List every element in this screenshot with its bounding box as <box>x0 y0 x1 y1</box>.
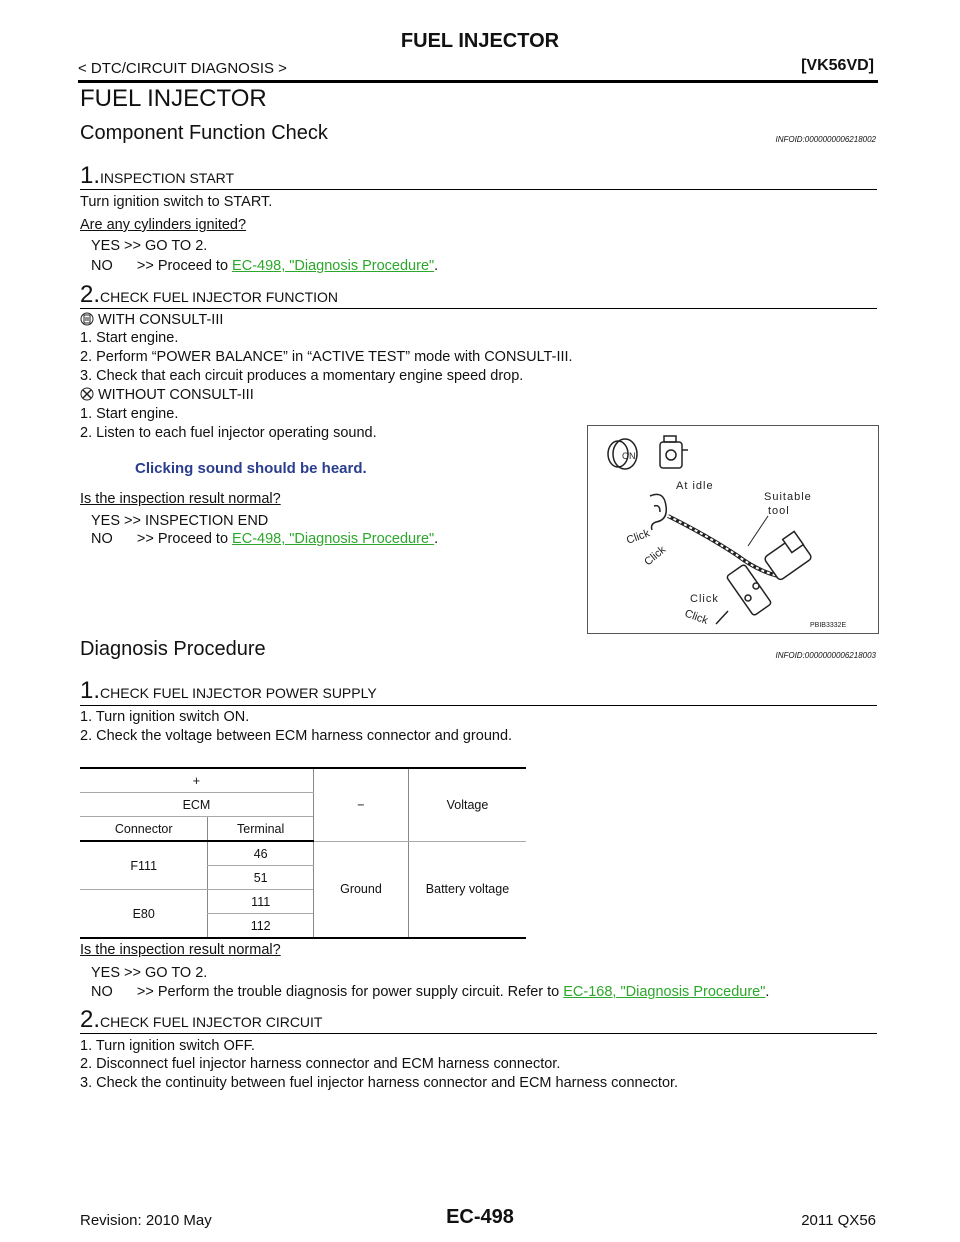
no-answer <box>91 531 438 547</box>
step-heading <box>80 1006 322 1034</box>
without-consult-line <box>80 387 254 405</box>
at-idle-label: At idle <box>676 480 714 492</box>
section-heading-diagnosis: Diagnosis Procedure <box>80 638 266 660</box>
list-item: 2. Check the voltage between ECM harness connector and ground. <box>80 728 513 744</box>
page-number: EC-498 <box>446 1206 514 1228</box>
suitable-label: Suitable <box>764 491 812 503</box>
no-answer <box>91 258 438 274</box>
list-item: 2. Listen to each fuel injector operating sound. <box>80 425 377 441</box>
without-consult-label: WITHOUT CONSULT-III <box>98 387 254 403</box>
header-rule <box>78 80 878 83</box>
with-consult-line <box>80 312 223 330</box>
svg-text:ON: ON <box>622 451 636 461</box>
running-header-title: FUEL INJECTOR <box>400 30 560 52</box>
click-label: Click <box>642 543 669 569</box>
list-item: 1. Turn ignition switch OFF. <box>80 1038 255 1054</box>
info-id: INFOID:0000000006218003 <box>775 651 876 660</box>
engine-icon <box>660 436 688 468</box>
list-item: 2. Perform “POWER BALANCE” in “ACTIVE TEST” mode with CONSULT-III. <box>80 349 573 365</box>
table-cell: Connector <box>80 817 208 842</box>
click-label: Click <box>682 607 710 627</box>
step-number: 1. <box>80 162 101 189</box>
step-rule <box>80 1033 877 1034</box>
table-cell: 51 <box>208 866 313 890</box>
no-answer-text: NO >> Proceed to <box>91 531 233 547</box>
step-number: 1. <box>80 677 101 704</box>
table-cell: ECM <box>80 793 313 817</box>
injector-illustration <box>587 425 879 634</box>
instruction-text: Turn ignition switch to START. <box>80 194 273 210</box>
no-answer-text: NO >> Perform the trouble diagnosis for power supply circuit. Refer to <box>91 984 564 1000</box>
diagnosis-procedure-link[interactable]: EC-498, "Diagnosis Procedure" <box>232 258 435 274</box>
list-item: 2. Disconnect fuel injector harness connector and ECM harness connector. <box>80 1056 561 1072</box>
step-number: 2. <box>80 1006 101 1033</box>
vehicle-model: 2011 QX56 <box>801 1212 876 1229</box>
figure-code: PBIB3332E <box>810 622 847 629</box>
click-label: Click <box>690 593 719 605</box>
table-cell: 46 <box>208 841 313 866</box>
voltage-spec-table <box>80 767 526 939</box>
period: . <box>434 258 439 274</box>
no-consult-icon <box>80 387 94 405</box>
ear-icon <box>650 494 666 530</box>
no-answer-text: NO >> Proceed to <box>91 258 233 274</box>
step-title: CHECK FUEL INJECTOR CIRCUIT <box>100 1014 323 1030</box>
question-text: Is the inspection result normal? <box>80 942 281 958</box>
step-rule <box>80 189 877 190</box>
info-id: INFOID:0000000006218002 <box>775 135 876 144</box>
question-text: Are any cylinders ignited? <box>80 217 247 233</box>
tool-label: tool <box>768 505 790 517</box>
list-item: 3. Check that each circuit produces a momentary engine speed drop. <box>80 368 524 384</box>
table-cell: − <box>313 768 408 841</box>
diagnosis-procedure-link[interactable]: EC-498, "Diagnosis Procedure" <box>232 531 435 547</box>
section-heading-component-check: Component Function Check <box>80 122 328 144</box>
list-item: 3. Check the continuity between fuel injector harness connector and ECM harness connector. <box>80 1075 679 1091</box>
step-title: INSPECTION START <box>100 170 235 186</box>
table-cell: F111 <box>80 841 208 890</box>
section-breadcrumb: < DTC/CIRCUIT DIAGNOSIS > <box>78 60 287 77</box>
table-cell: Terminal <box>208 817 313 842</box>
step-heading <box>80 281 338 309</box>
step-title: CHECK FUEL INJECTOR POWER SUPPLY <box>100 685 377 701</box>
list-item: 1. Turn ignition switch ON. <box>80 709 250 725</box>
ignition-key-icon <box>608 439 637 469</box>
yes-answer: YES >> GO TO 2. <box>91 238 208 254</box>
period: . <box>765 984 770 1000</box>
list-item: 1. Start engine. <box>80 330 179 346</box>
list-item: 1. Start engine. <box>80 406 179 422</box>
table-cell: Ground <box>313 841 408 938</box>
no-answer <box>91 984 769 1000</box>
table-cell: 111 <box>208 890 313 914</box>
table-cell: E80 <box>80 890 208 939</box>
period: . <box>434 531 439 547</box>
consult-tool-icon <box>80 312 94 330</box>
step-heading <box>80 677 377 705</box>
table-cell: Battery voltage <box>408 841 526 938</box>
yes-answer: YES >> GO TO 2. <box>91 965 208 981</box>
step-number: 2. <box>80 281 101 308</box>
step-heading <box>80 162 234 190</box>
step-title: CHECK FUEL INJECTOR FUNCTION <box>100 289 339 305</box>
with-consult-label: WITH CONSULT-III <box>98 312 224 328</box>
expected-result-note: Clicking sound should be heard. <box>135 460 367 477</box>
click-label: Click <box>624 527 652 547</box>
step-rule <box>80 705 877 706</box>
step-rule <box>80 308 877 309</box>
page-title: FUEL INJECTOR <box>80 85 267 112</box>
yes-answer: YES >> INSPECTION END <box>91 513 269 529</box>
table-cell: Voltage <box>408 768 526 841</box>
revision-date: Revision: 2010 May <box>80 1212 212 1229</box>
question-text: Is the inspection result normal? <box>80 491 281 507</box>
engine-model-tag: [VK56VD] <box>801 57 874 74</box>
table-cell: 112 <box>208 914 313 939</box>
fuel-injector-icon <box>716 531 812 624</box>
power-supply-procedure-link[interactable]: EC-168, "Diagnosis Procedure" <box>563 984 766 1000</box>
table-cell: + <box>80 768 313 793</box>
